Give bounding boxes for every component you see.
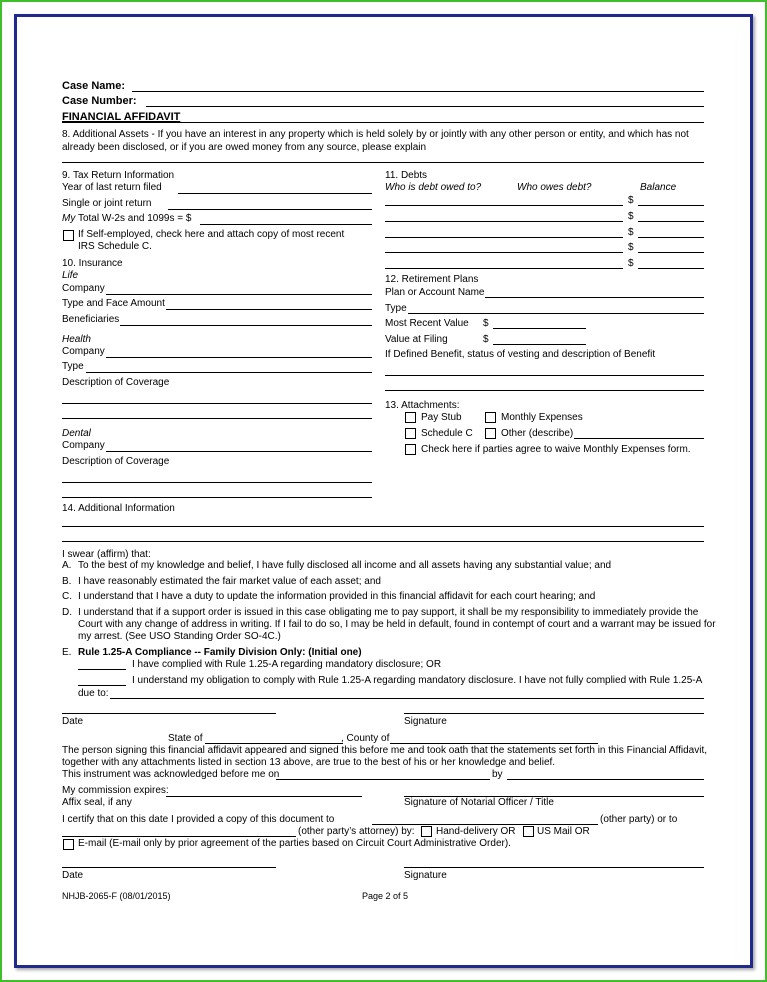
acknowledged-date-field[interactable]: [276, 779, 490, 780]
year-field[interactable]: [178, 193, 372, 194]
date-label-1: Date: [62, 716, 84, 727]
plan-type-field[interactable]: [408, 313, 704, 314]
attorney-field[interactable]: [62, 836, 296, 837]
monthly-expenses-checkbox[interactable]: [485, 412, 496, 423]
acknowledged-label: This instrument was acknowledged before me on: [62, 769, 280, 780]
swear-a-letter: A.: [62, 560, 72, 571]
swear-e-heading: Rule 1.25-A Compliance -- Family Division Only: (Initial one): [78, 647, 362, 658]
life-label: Life: [62, 270, 79, 281]
us-mail-label: US Mail OR: [537, 826, 590, 837]
hand-delivery-label: Hand-delivery OR: [436, 826, 516, 837]
defined-benefit-line-2[interactable]: [385, 390, 704, 391]
section12-heading: 12. Retirement Plans: [385, 274, 479, 285]
debt-balance-4[interactable]: [638, 252, 704, 253]
debt-dollar-2: $: [628, 211, 634, 222]
single-joint-field[interactable]: [168, 209, 372, 210]
swear-d-1: I understand that if a support order is issued in this case obligating me to pay support, it shall be my responsibility to immediately provide the: [78, 607, 699, 618]
date-label-2: Date: [62, 870, 84, 881]
signature-line-1[interactable]: [404, 713, 704, 714]
defined-benefit-label: If Defined Benefit, status of vesting and description of Benefit: [385, 349, 656, 360]
dental-description-label: Description of Coverage: [62, 456, 170, 467]
dental-company-field[interactable]: [106, 451, 372, 452]
other-checkbox[interactable]: [485, 428, 496, 439]
debt-row-4[interactable]: [385, 252, 623, 253]
health-type-label: Type: [62, 361, 84, 372]
form-number: NHJB-2065-F (08/01/2015): [62, 891, 171, 901]
section9-heading: 9. Tax Return Information: [62, 170, 175, 181]
state-of-label: State of: [168, 733, 203, 744]
schedule-c-label: Schedule C: [421, 428, 473, 439]
health-description-label: Description of Coverage: [62, 377, 170, 388]
swear-a: To the best of my knowledge and belief, I have fully disclosed all income and all assets having any substantial value; and: [78, 560, 612, 571]
form-title: FINANCIAL AFFIDAVIT: [62, 111, 181, 123]
signature-label-1: Signature: [404, 716, 447, 727]
recent-value-dollar: $: [483, 318, 489, 329]
affix-seal-label: Affix seal, if any: [62, 797, 132, 808]
debt-owed-to-header: Who is debt owed to?: [385, 182, 482, 193]
certify-party-field[interactable]: [372, 824, 598, 825]
initial-not-complied-field[interactable]: [78, 685, 126, 686]
swear-e-2: I understand my obligation to comply with Rule 1.25-A regarding mandatory disclosure. I have not fully complied with Rule 1.25-A: [132, 675, 703, 686]
commission-field[interactable]: [166, 796, 362, 797]
beneficiaries-label: Beneficiaries: [62, 314, 120, 325]
dental-description-line-2[interactable]: [62, 497, 372, 498]
hand-delivery-checkbox[interactable]: [421, 826, 432, 837]
swear-d-letter: D.: [62, 607, 72, 618]
section10-heading: 10. Insurance: [62, 258, 123, 269]
debt-balance-1[interactable]: [638, 205, 704, 206]
additional-info-line-1[interactable]: [62, 526, 704, 527]
email-label: E-mail (E-mail only by prior agreement of the parties based on Circuit Court Administrative Order).: [78, 838, 511, 849]
value-filing-field[interactable]: [493, 344, 586, 345]
self-employed-label: If Self-employed, check here and attach copy of most recent: [78, 229, 345, 240]
section8-line[interactable]: [62, 162, 704, 163]
county-of-label: , County of: [341, 733, 390, 744]
waive-label: Check here if parties agree to waive Monthly Expenses form.: [421, 444, 691, 455]
defined-benefit-line-1[interactable]: [385, 375, 704, 376]
signature-label-2: Signature: [404, 870, 447, 881]
notary-text-1: The person signing this financial affidavit appeared and signed this before me and took oath that the statements set forth in this Financial Affidavit,: [62, 745, 708, 756]
health-description-line-2[interactable]: [62, 418, 372, 419]
single-joint-label: Single or joint return: [62, 198, 152, 209]
dental-company-label: Company: [62, 440, 105, 451]
debt-row-2[interactable]: [385, 221, 623, 222]
schedule-c-checkbox[interactable]: [405, 428, 416, 439]
value-filing-dollar: $: [483, 334, 489, 345]
case-number-field[interactable]: [146, 106, 704, 107]
beneficiaries-field[interactable]: [120, 325, 372, 326]
w2-text: Total W-2s and 1099s = $: [75, 213, 192, 224]
case-name-field[interactable]: [132, 91, 704, 92]
health-description-line-1[interactable]: [62, 403, 372, 404]
title-rule: [62, 122, 704, 123]
self-employed-checkbox[interactable]: [63, 230, 74, 241]
dental-label: Dental: [62, 428, 91, 439]
pay-stub-checkbox[interactable]: [405, 412, 416, 423]
w2-my: My: [62, 213, 76, 224]
other-party-label: (other party) or to: [600, 814, 678, 825]
debt-dollar-4: $: [628, 242, 634, 253]
additional-info-line-2[interactable]: [62, 541, 704, 542]
debt-balance-2[interactable]: [638, 221, 704, 222]
plan-name-field[interactable]: [485, 297, 704, 298]
year-label: Year of last return filed: [62, 182, 162, 193]
life-company-label: Company: [62, 283, 105, 294]
notary-text-2: together with any attachments listed in section 13 above, are true to the best of his or her knowledge and belief.: [62, 757, 556, 768]
swear-e-letter: E.: [62, 647, 72, 658]
health-company-label: Company: [62, 346, 105, 357]
waive-checkbox[interactable]: [405, 444, 416, 455]
initial-complied-field[interactable]: [78, 669, 126, 670]
case-name-label: Case Name:: [62, 80, 125, 92]
life-company-field[interactable]: [106, 294, 372, 295]
w2-label: [62, 213, 191, 225]
debt-row-3[interactable]: [385, 237, 623, 238]
recent-value-field[interactable]: [493, 328, 586, 329]
attorney-by-label: (other party’s attorney) by:: [298, 826, 415, 837]
other-label: Other (describe): [501, 428, 574, 439]
certify-label: I certify that on this date I provided a copy of this document to: [62, 814, 335, 825]
debt-dollar-1: $: [628, 195, 634, 206]
section14-heading: 14. Additional Information: [62, 503, 175, 514]
pay-stub-label: Pay Stub: [421, 412, 462, 423]
date-line-1[interactable]: [62, 713, 276, 714]
health-label: Health: [62, 334, 91, 345]
by-label: by: [492, 769, 503, 780]
type-face-label: Type and Face Amount: [62, 298, 165, 309]
us-mail-checkbox[interactable]: [523, 826, 534, 837]
section8-text: 8. Additional Assets - If you have an interest in any property which is held solely by or jointly with any other person or entity, and which has not already been disclosed, or if you are owed money from any source, please explain: [62, 129, 689, 153]
monthly-expenses-label: Monthly Expenses: [501, 412, 583, 423]
section13-heading: 13. Attachments:: [385, 400, 460, 411]
debt-row-5[interactable]: [385, 268, 623, 269]
health-company-field[interactable]: [106, 357, 372, 358]
dental-description-line-1[interactable]: [62, 482, 372, 483]
w2-field[interactable]: [200, 224, 372, 225]
debt-row-1[interactable]: [385, 205, 623, 206]
debt-balance-3[interactable]: [638, 237, 704, 238]
debt-owes-header: Who owes debt?: [517, 182, 592, 193]
commission-label: My commission expires:: [62, 785, 169, 796]
type-face-field[interactable]: [166, 309, 372, 310]
debt-balance-5[interactable]: [638, 268, 704, 269]
health-type-field[interactable]: [86, 372, 372, 373]
swear-d-3: my arrest. (See USO Standing Order SO-4C.): [78, 631, 281, 642]
other-describe-field[interactable]: [574, 438, 704, 439]
swear-b-letter: B.: [62, 576, 72, 587]
swear-intro: I swear (affirm) that:: [62, 549, 151, 560]
state-field[interactable]: [205, 743, 343, 744]
due-to-field[interactable]: [110, 698, 704, 699]
case-number-label: Case Number:: [62, 95, 137, 107]
debt-balance-header: Balance: [640, 182, 677, 193]
swear-b: I have reasonably estimated the fair market value of each asset; and: [78, 576, 381, 587]
section11-heading: 11. Debts: [385, 170, 428, 181]
signature-line-2[interactable]: [404, 867, 704, 868]
self-employed-label-2: IRS Schedule C.: [78, 241, 152, 252]
date-line-2[interactable]: [62, 867, 276, 868]
due-to-label: due to:: [78, 688, 109, 699]
recent-value-label: Most Recent Value: [385, 318, 469, 329]
email-checkbox[interactable]: [63, 839, 74, 850]
value-filing-label: Value at Filing: [385, 334, 448, 345]
debt-dollar-5: $: [628, 258, 634, 269]
notary-signature-label: Signature of Notarial Officer / Title: [404, 797, 554, 808]
swear-c: I understand that I have a duty to update the information provided in this financial affidavit for each court hearing; and: [78, 591, 596, 602]
page-number: Page 2 of 5: [362, 891, 409, 901]
plan-name-label: Plan or Account Name: [385, 287, 485, 298]
plan-type-label: Type: [385, 303, 407, 314]
swear-e-1: I have complied with Rule 1.25-A regarding mandatory disclosure; OR: [132, 659, 442, 670]
swear-c-letter: C.: [62, 591, 72, 602]
debt-dollar-3: $: [628, 227, 634, 238]
swear-d-2: Court with any change of address in writing. If I fail to do so, I may be held in default, found in contempt of court and a warrant may be issued for: [78, 619, 716, 630]
county-field[interactable]: [390, 743, 598, 744]
acknowledged-by-field[interactable]: [507, 779, 704, 780]
